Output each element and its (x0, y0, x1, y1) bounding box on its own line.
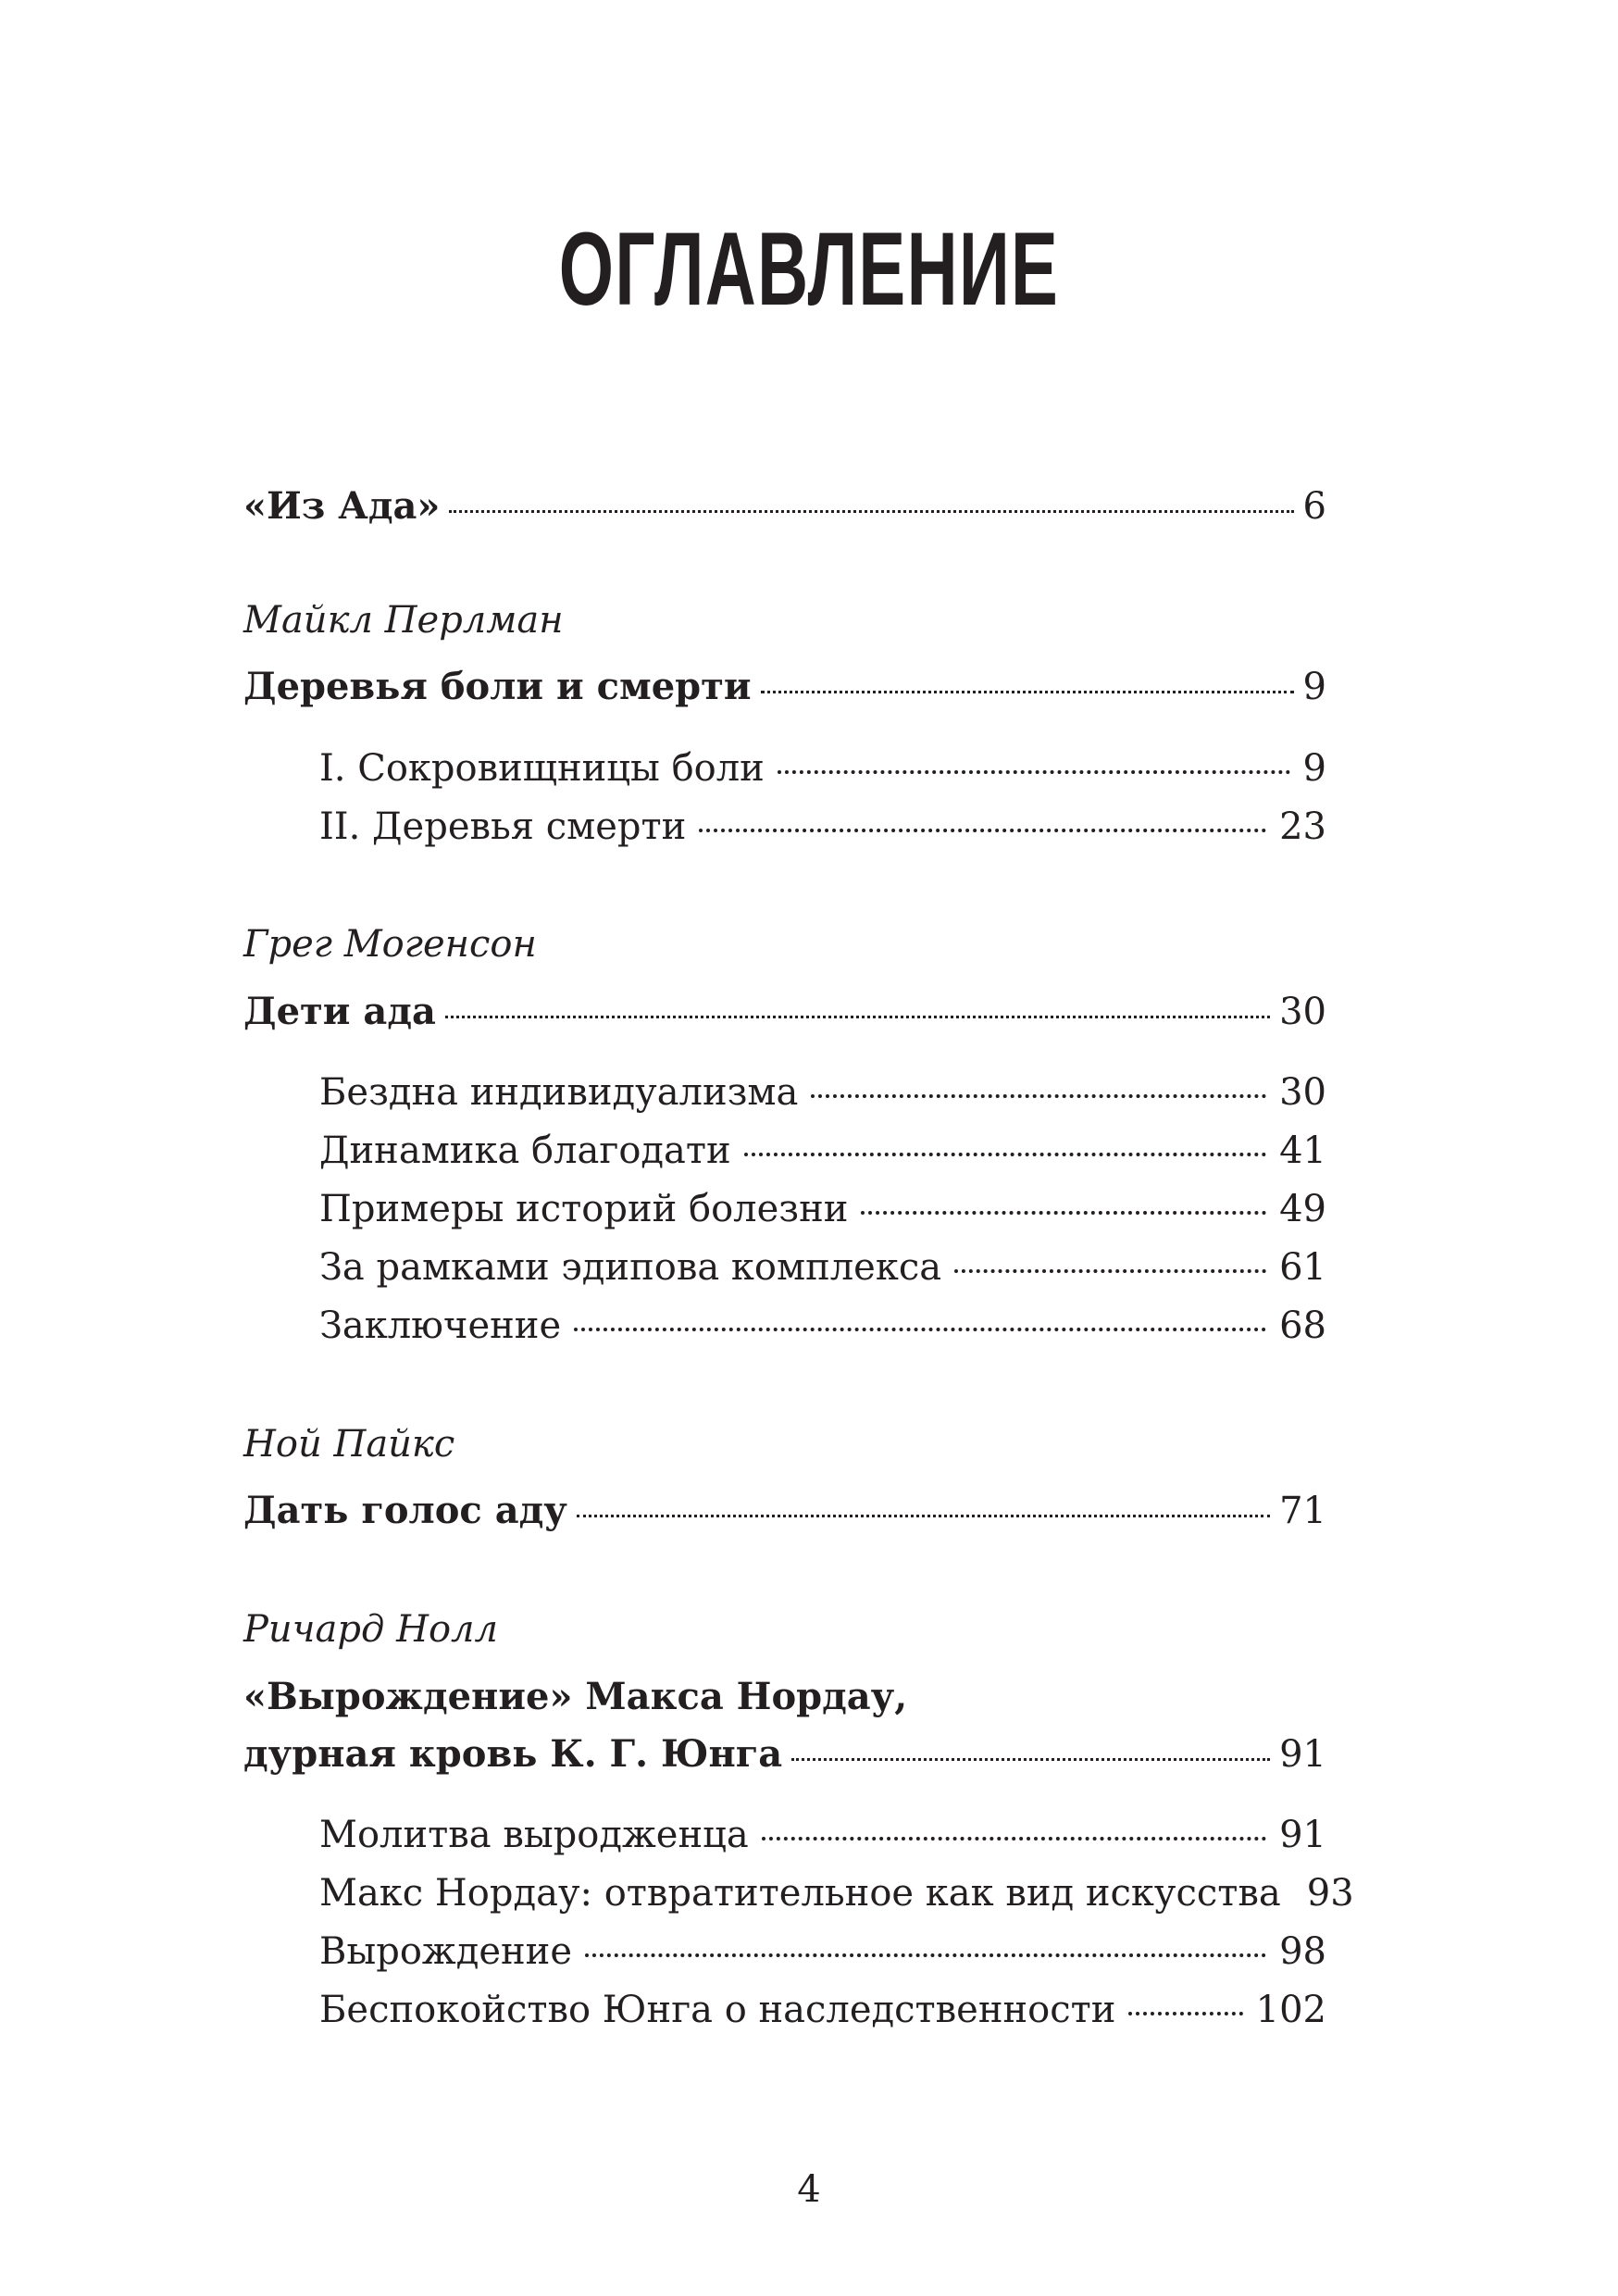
section-author: Грег Могенсон (243, 923, 537, 966)
dot-leader (762, 1837, 1266, 1841)
toc-page-number: 49 (1279, 1188, 1326, 1230)
toc-subentry[interactable] (319, 1244, 1326, 1291)
toc-subentry-title: I. Сокровищницы боли (319, 747, 765, 790)
toc-entry[interactable] (243, 989, 1326, 1035)
toc-entry[interactable] (243, 483, 1326, 530)
toc-subentry-title: Заключение (319, 1304, 562, 1347)
dot-leader (585, 1953, 1266, 1957)
toc-page-number: 93 (1306, 1872, 1354, 1915)
dot-leader (1128, 2012, 1242, 2015)
toc-subentry-title: За рамками эдипова комплекса (319, 1246, 942, 1289)
toc-subentry[interactable] (319, 1987, 1326, 2033)
toc-subentry[interactable] (319, 804, 1326, 850)
toc-subentry[interactable] (319, 745, 1326, 792)
toc-subentry-title: Беспокойство Юнга о наследственности (319, 1989, 1116, 2031)
toc-subentry[interactable] (319, 1303, 1326, 1349)
toc-page-number: 91 (1279, 1814, 1326, 1856)
toc-entry[interactable] (243, 1731, 1326, 1778)
dot-leader (954, 1269, 1266, 1273)
toc-page-number: 6 (1302, 485, 1326, 528)
dot-leader (445, 1016, 1270, 1018)
toc-page-number: 23 (1279, 805, 1326, 848)
section-author: Майкл Перлман (243, 599, 564, 642)
toc-page-number: 98 (1279, 1930, 1326, 1973)
toc-page-number: 71 (1279, 1490, 1326, 1532)
toc-subentry[interactable] (319, 1128, 1326, 1174)
dot-leader (861, 1211, 1266, 1215)
toc-page-number: 41 (1279, 1129, 1326, 1172)
toc-subentry-title: Вырождение (319, 1930, 573, 1973)
page-number-footer: 4 (797, 2168, 821, 2211)
toc-entry-title: Дать голос аду (243, 1489, 567, 1532)
dot-leader (577, 1515, 1270, 1517)
toc-entry-title: Дети ада (243, 990, 436, 1033)
toc-page-number: 91 (1279, 1733, 1326, 1776)
toc-subentry[interactable] (319, 1186, 1326, 1232)
toc-page-number: 9 (1302, 747, 1326, 790)
dot-leader (791, 1758, 1270, 1761)
dot-leader (778, 770, 1290, 774)
toc-page-number: 9 (1302, 666, 1326, 708)
toc-subentry[interactable] (319, 1870, 1354, 1916)
toc-subentry[interactable] (319, 1928, 1326, 1975)
dot-leader (699, 829, 1266, 832)
dot-leader (744, 1153, 1266, 1156)
toc-subentry-title: Динамика благодати (319, 1129, 731, 1172)
toc-page-number: 30 (1279, 1071, 1326, 1114)
toc-subentry-title: Молитва выродженца (319, 1814, 749, 1856)
toc-entry-title-line1: «Вырождение» Макса Нордау, (243, 1675, 908, 1718)
dot-leader (761, 691, 1294, 693)
toc-subentry-title: II. Деревья смерти (319, 805, 687, 848)
dot-leader (574, 1328, 1266, 1331)
toc-subentry[interactable] (319, 1812, 1326, 1858)
toc-page-number: 61 (1279, 1246, 1326, 1289)
toc-page-number: 30 (1279, 991, 1326, 1033)
section-author: Ричард Нолл (243, 1608, 498, 1651)
toc-subentry[interactable] (319, 1069, 1326, 1116)
section-author: Ной Пайкс (243, 1423, 455, 1466)
toc-subentry-title: Примеры историй болезни (319, 1188, 849, 1230)
toc-page-number: 68 (1279, 1304, 1326, 1347)
toc-entry-title: «Из Ада» (243, 484, 441, 528)
toc-entry[interactable] (243, 664, 1326, 710)
toc-subentry-title: Макс Нордау: отвратительное как вид искусства (319, 1872, 1281, 1915)
toc-subentry-title: Бездна индивидуализма (319, 1071, 799, 1114)
dot-leader (449, 510, 1293, 513)
dot-leader (811, 1094, 1266, 1098)
toc-entry-title: дурная кровь К. Г. Юнга (243, 1732, 783, 1776)
toc-page-number: 102 (1255, 1989, 1326, 2031)
toc-entry[interactable] (243, 1488, 1326, 1534)
page-title: ОГЛАВЛЕНИЕ (558, 211, 1060, 327)
toc-entry-title: Деревья боли и смерти (243, 665, 752, 708)
